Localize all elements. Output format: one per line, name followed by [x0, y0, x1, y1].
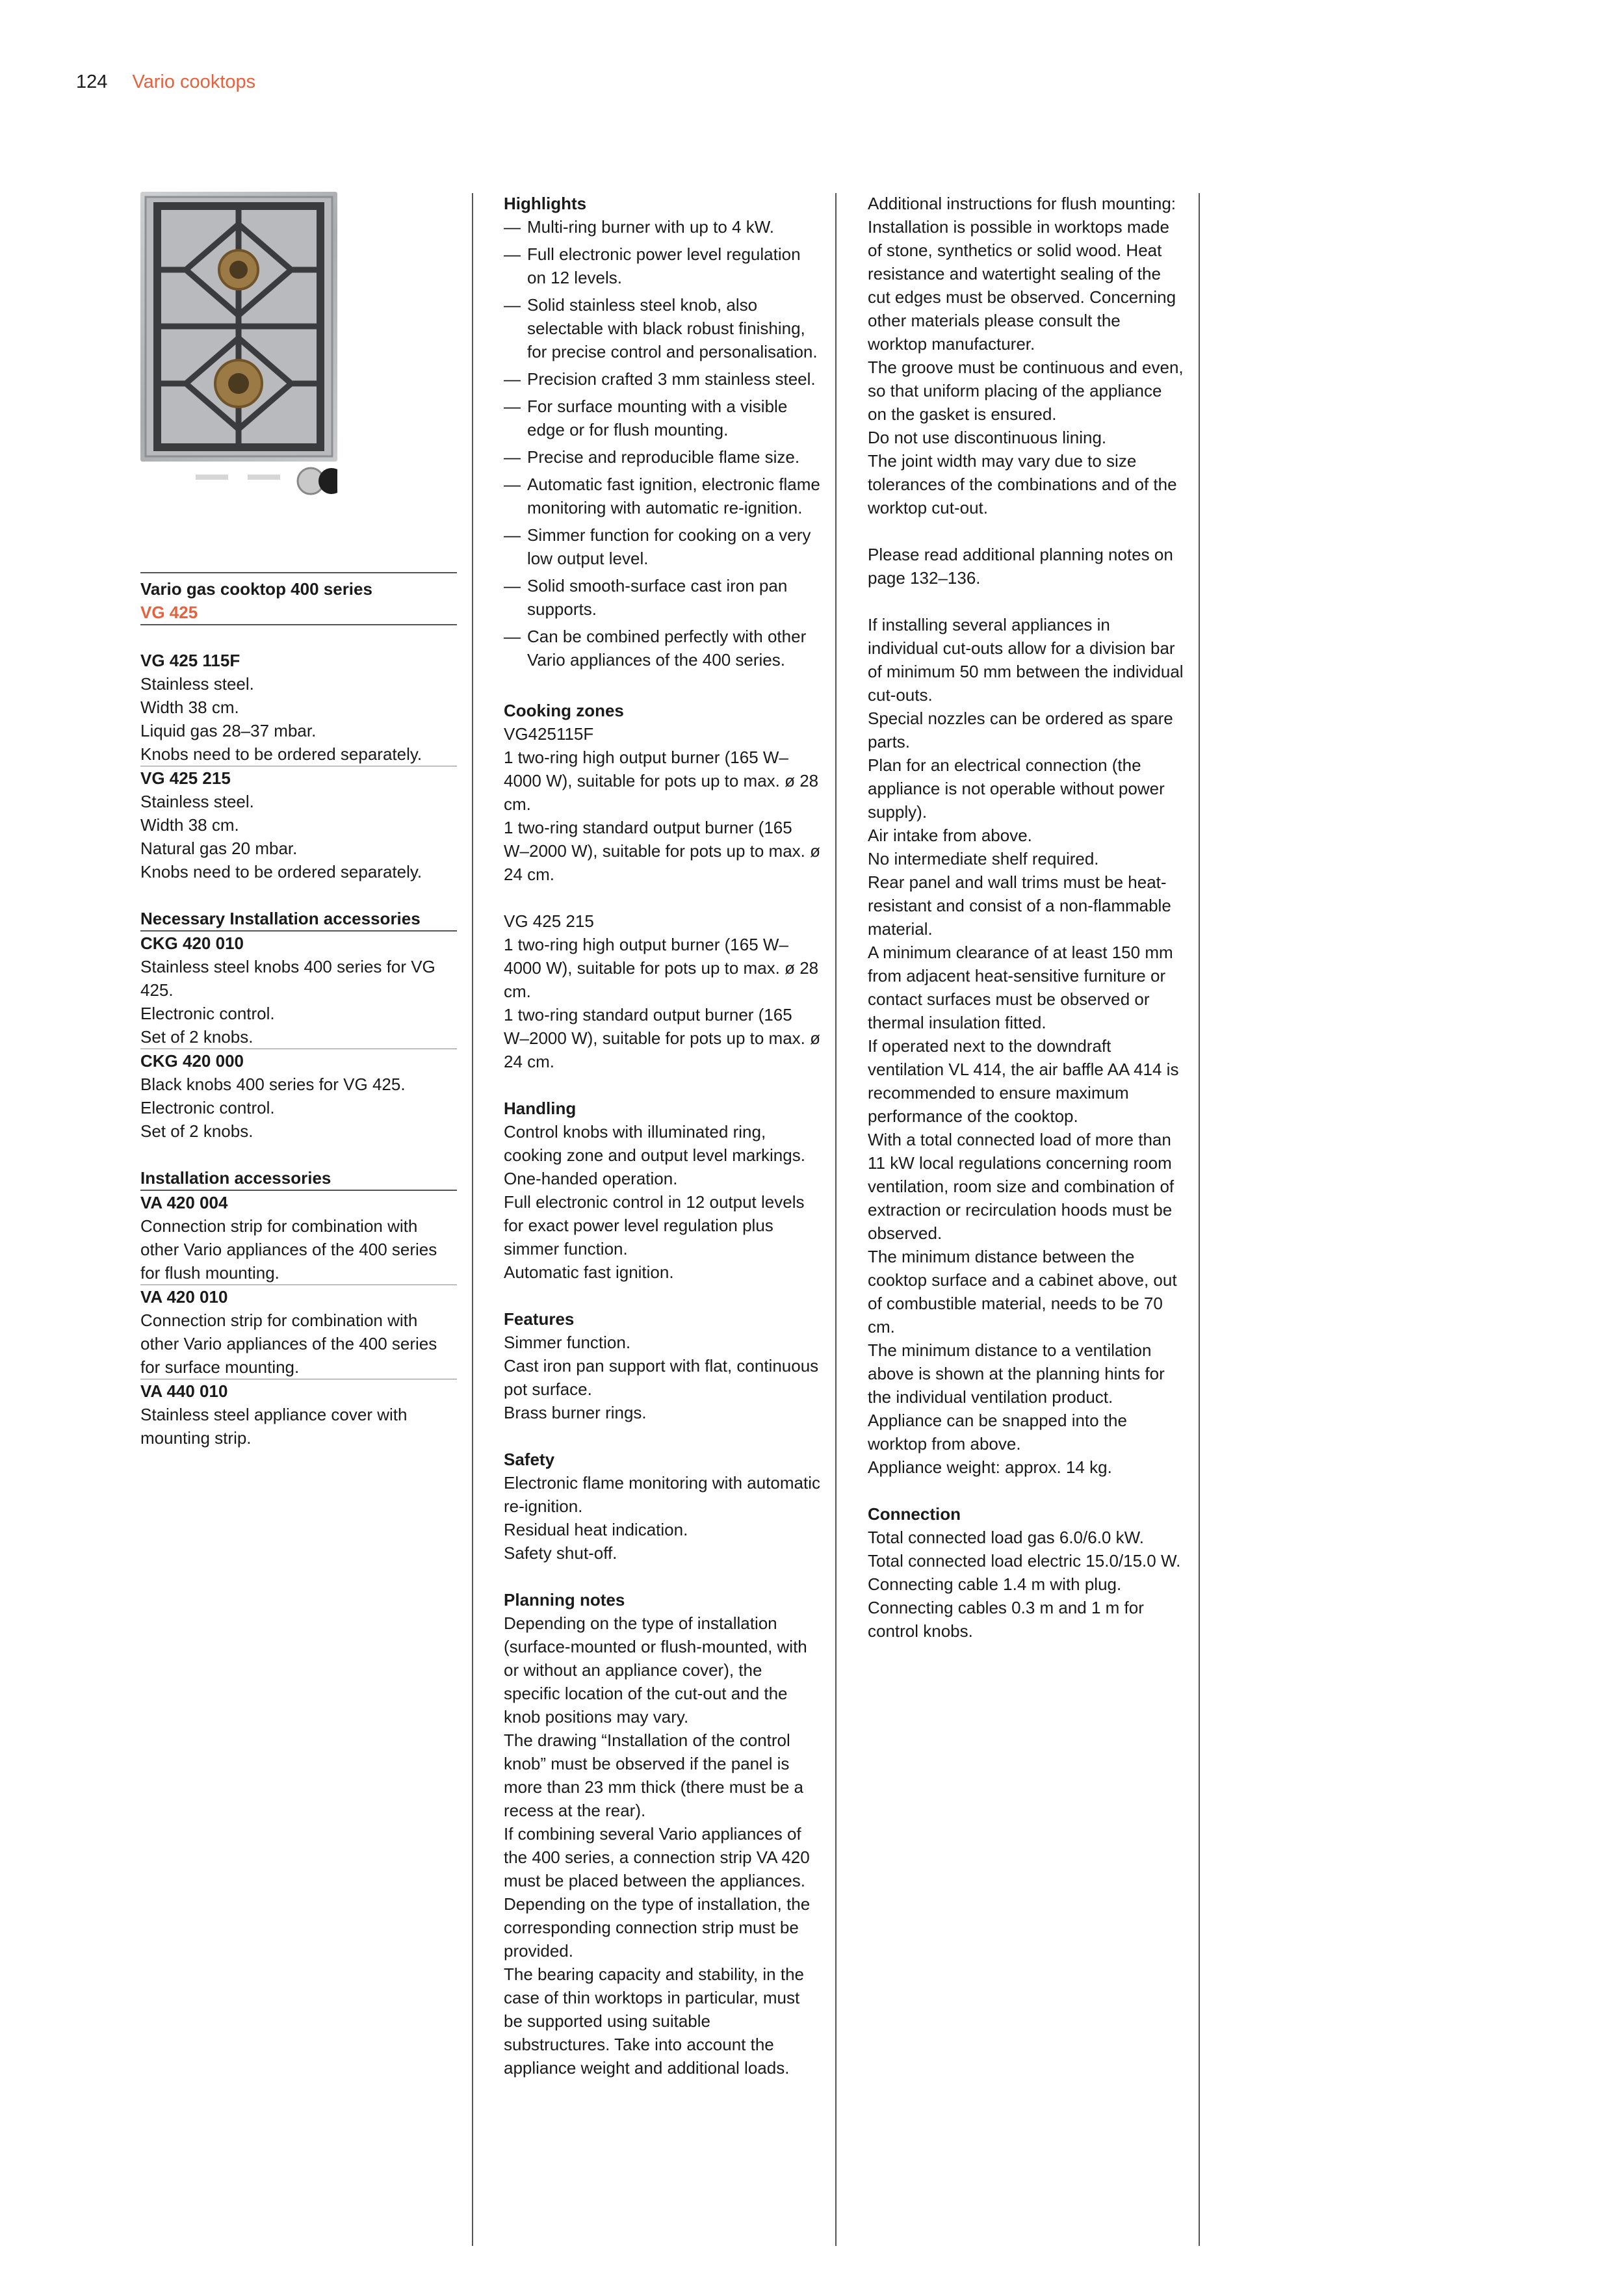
text-line: Automatic fast ignition.	[504, 1262, 674, 1282]
column-divider	[1199, 193, 1200, 2246]
text-line: Control knobs with illuminated ring, cooking zone and output level markings.	[504, 1122, 805, 1165]
section-heading: Highlights	[504, 194, 587, 213]
list-item: — Solid stainless steel knob, also selectable with black robust finishing, for precise control and personalisation.	[504, 293, 820, 363]
product-model: VG 425	[140, 603, 198, 622]
list-item: — Can be combined perfectly with other Vario appliances of the 400 series.	[504, 625, 820, 672]
text-line: Total connected load gas 6.0/6.0 kW.	[868, 1528, 1144, 1547]
section-title: Vario cooktops	[132, 72, 256, 92]
variant-line: Width 38 cm.	[140, 698, 239, 717]
variant-line: Stainless steel.	[140, 792, 254, 811]
text-line: Connecting cables 0.3 m and 1 m for control knobs.	[868, 1598, 1144, 1641]
accessory-line: Stainless steel appliance cover with mounting strip.	[140, 1405, 408, 1448]
variant-line: Natural gas 20 mbar.	[140, 839, 298, 858]
text-line: Appliance weight: approx. 14 kg.	[868, 1457, 1112, 1477]
variant	[140, 649, 457, 766]
product-title: Vario gas cooktop 400 series	[140, 579, 372, 599]
section-heading: Safety	[504, 1450, 555, 1469]
text-line: Cast iron pan support with flat, continuous pot surface.	[504, 1356, 819, 1399]
text-line: Residual heat indication.	[504, 1520, 688, 1539]
zone-line: 1 two-ring standard output burner (165 W–2000 W), suitable for pots up to max. ø 24 cm.	[504, 1005, 820, 1071]
accessory-line: Black knobs 400 series for VG 425.	[140, 1075, 406, 1094]
accessory-line: Stainless steel knobs 400 series for VG 425.	[140, 957, 435, 1000]
column-instructions	[868, 192, 1184, 1643]
section-heading: Cooking zones	[504, 701, 624, 720]
text-line: The minimum distance to a ventilation above is shown at the planning hints for the individual ventilation product.	[868, 1340, 1165, 1407]
zone-model: VG425115F	[504, 724, 594, 744]
text-line: Connecting cable 1.4 m with plug.	[868, 1574, 1122, 1594]
accessory-line: Electronic control.	[140, 1004, 275, 1023]
text-line: If operated next to the downdraft ventilation VL 414, the air baffle AA 414 is recommended to ensure maximum performance of the cooktop.	[868, 1036, 1179, 1126]
text-line: A minimum clearance of at least 150 mm from adjacent heat-sensitive furniture or contact surfaces must be observed or thermal insulation fitted.	[868, 943, 1173, 1032]
text-line: Appliance can be snapped into the worktop from above.	[868, 1411, 1127, 1454]
page-header	[76, 72, 255, 93]
text-line: The groove must be continuous and even, so that uniform placing of the appliance on the gasket is ensured.	[868, 358, 1184, 424]
section-heading: Handling	[504, 1099, 577, 1118]
text-line: Rear panel and wall trims must be heat-resistant and consist of a non-flammable material.	[868, 872, 1171, 939]
text-line: Special nozzles can be ordered as spare parts.	[868, 709, 1173, 751]
variant-line: Stainless steel.	[140, 674, 254, 694]
variant-line: Liquid gas 28–37 mbar.	[140, 721, 317, 740]
accessory-line: Set of 2 knobs.	[140, 1121, 253, 1141]
accessory-line: Connection strip for combination with other Vario appliances of the 400 series for surface mounting.	[140, 1311, 437, 1377]
zone-line: 1 two-ring high output burner (165 W–4000 W), suitable for pots up to max. ø 28 cm.	[504, 935, 819, 1001]
text-line: Simmer function.	[504, 1333, 631, 1352]
knobs-illustration	[140, 462, 337, 507]
text-line: The bearing capacity and stability, in the case of thin worktops in particular, must be supported using suitable substructures. Take into account the appliance weight and additional loads.	[504, 1964, 805, 2078]
accessory-code: CKG 420 010	[140, 933, 244, 953]
text-line: Electronic flame monitoring with automatic re-ignition.	[504, 1473, 820, 1516]
text-line: Safety shut-off.	[504, 1543, 617, 1563]
variant	[140, 766, 457, 883]
variant-line: Width 38 cm.	[140, 815, 239, 835]
text-line: One-handed operation.	[504, 1169, 678, 1188]
text-line: Full electronic control in 12 output levels for exact power level regulation plus simmer function.	[504, 1192, 805, 1259]
text-line: Air intake from above.	[868, 826, 1032, 845]
variant-line: Knobs need to be ordered separately.	[140, 744, 422, 764]
text-line: The joint width may vary due to size tolerances of the combinations and of the worktop cut-out.	[868, 451, 1177, 517]
list-item: — Full electronic power level regulation on 12 levels.	[504, 242, 820, 289]
list-item: — Precise and reproducible flame size.	[504, 445, 820, 469]
text-line: If combining several Vario appliances of the 400 series, a connection strip VA 420 must be placed between the appliances. Depending on the type of installation, the corresponding connection strip must be provided.	[504, 1824, 811, 1961]
text-line: The drawing “Installation of the control knob” must be observed if the panel is more than 23 mm thick (there must be a recess at the rear).	[504, 1730, 803, 1820]
zone-model: VG 425 215	[504, 911, 594, 931]
planning-reference: Please read additional planning notes on page 132–136.	[868, 545, 1173, 588]
variant-line: Knobs need to be ordered separately.	[140, 862, 422, 881]
list-item: — Simmer function for cooking on a very low output level.	[504, 523, 820, 570]
text-line: The minimum distance between the cooktop surface and a cabinet above, out of combustible material, needs to be 70 cm.	[868, 1247, 1177, 1337]
accessory-line: Set of 2 knobs.	[140, 1027, 253, 1047]
text-line: Additional instructions for flush mounting:	[868, 194, 1176, 213]
accessory-code: VA 440 010	[140, 1381, 228, 1401]
list-item: — For surface mounting with a visible edge or for flush mounting.	[504, 395, 820, 441]
section-heading: Necessary Installation accessories	[140, 909, 421, 928]
accessory-code: VA 420 004	[140, 1193, 228, 1212]
column-divider	[835, 193, 837, 2246]
accessory-line: Connection strip for combination with other Vario appliances of the 400 series for flush mounting.	[140, 1216, 437, 1283]
text-line: No intermediate shelf required.	[868, 849, 1099, 868]
column-product	[140, 192, 457, 1450]
text-line: Brass burner rings.	[504, 1403, 647, 1422]
section-heading: Connection	[868, 1504, 961, 1524]
list-item: — Multi-ring burner with up to 4 kW.	[504, 215, 820, 239]
divider	[140, 572, 457, 573]
accessory-code: CKG 420 000	[140, 1051, 244, 1071]
text-line: Depending on the type of installation (surface-mounted or flush-mounted, with or without an appliance cover), the specific location of the cut-out and the knob positions may vary.	[504, 1613, 807, 1727]
knobs-image	[140, 462, 457, 507]
variant-code: VG 425 115F	[140, 651, 240, 670]
accessory-code: VA 420 010	[140, 1287, 228, 1307]
section-heading: Planning notes	[504, 1590, 625, 1610]
text-line: Do not use discontinuous lining.	[868, 428, 1107, 447]
section-heading: Features	[504, 1309, 575, 1329]
highlights-list	[504, 215, 820, 672]
text-line: Installation is possible in worktops made of stone, synthetics or solid wood. Heat resistance and watertight sealing of the cut edges must be observed. Concerning other materials please consult the worktop manufacturer.	[868, 217, 1176, 354]
accessory-line: Electronic control.	[140, 1098, 275, 1117]
text-line: Plan for an electrical connection (the appliance is not operable without power supply).	[868, 755, 1165, 822]
list-item: — Precision crafted 3 mm stainless steel.	[504, 367, 820, 391]
list-item: — Solid smooth-surface cast iron pan supports.	[504, 574, 820, 621]
page-number: 124	[76, 72, 108, 92]
text-line: If installing several appliances in individual cut-outs allow for a division bar of minimum 50 mm between the individual cut-outs.	[868, 615, 1184, 705]
variant-code: VG 425 215	[140, 768, 231, 788]
text-line: With a total connected load of more than 11 kW local regulations concerning room ventilation, room size and combination of extraction or recirculation hoods must be observed.	[868, 1130, 1175, 1243]
column-divider	[472, 193, 473, 2246]
section-heading: Installation accessories	[140, 1168, 331, 1188]
list-item: — Automatic fast ignition, electronic flame monitoring with automatic re-ignition.	[504, 473, 820, 519]
text-line: Total connected load electric 15.0/15.0 W.	[868, 1551, 1181, 1571]
zone-line: 1 two-ring standard output burner (165 W–2000 W), suitable for pots up to max. ø 24 cm.	[504, 818, 820, 884]
column-details	[504, 192, 820, 2080]
cooktop-illustration	[140, 192, 337, 462]
cooktop-product-image	[140, 192, 337, 462]
zone-line: 1 two-ring high output burner (165 W–4000 W), suitable for pots up to max. ø 28 cm.	[504, 748, 819, 814]
